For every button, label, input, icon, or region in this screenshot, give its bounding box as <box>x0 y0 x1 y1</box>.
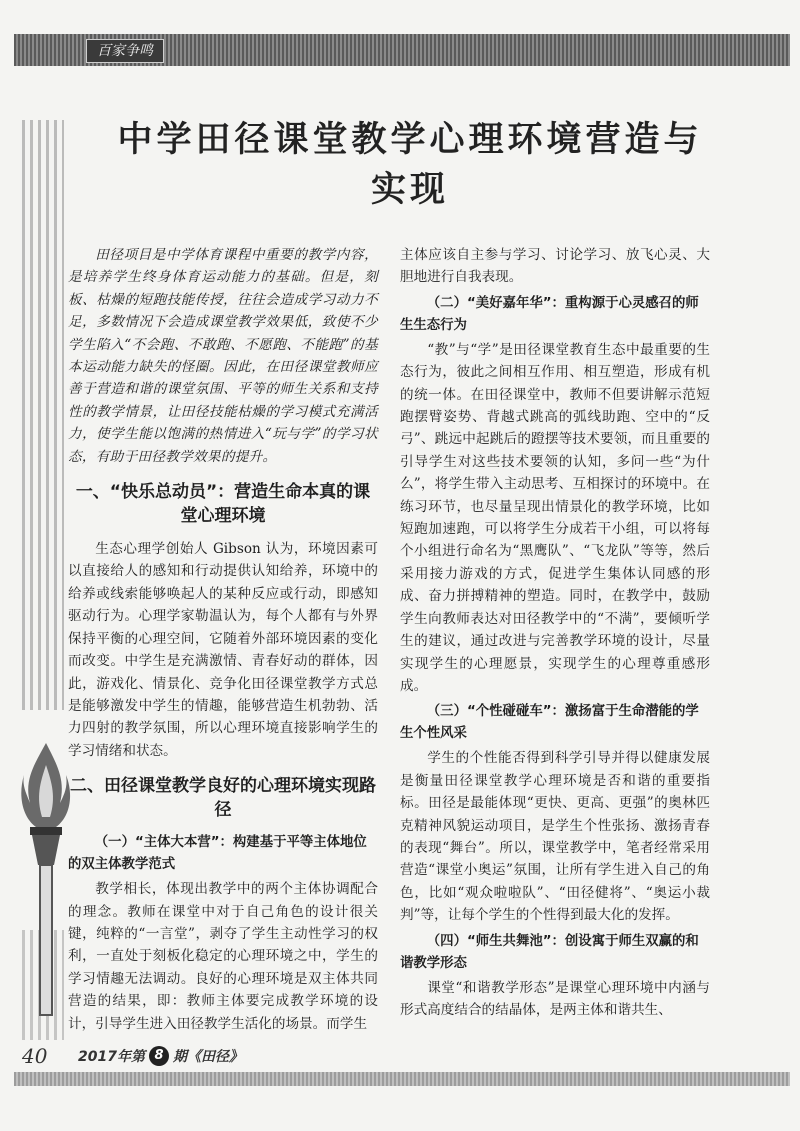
subsection-heading-1: （一）“主体大本营”：构建基于平等主体地位的双主体教学范式 <box>68 835 367 873</box>
subsection-heading-3: （三）“个性碰碰车”：激扬富于生命潜能的学生个性风采 <box>400 704 699 742</box>
right-column <box>400 244 710 1021</box>
issue-prefix: 2017年第 <box>78 1049 145 1065</box>
issue-suffix: 期《田径》 <box>172 1049 243 1065</box>
section-heading-1: 一、“快乐总动员”：营造生命本真的课堂心理环境 <box>75 482 371 527</box>
left-column <box>68 244 378 1035</box>
decorative-stripes <box>22 120 64 710</box>
torch-icon <box>16 735 76 1025</box>
continued-paragraph: 主体应该自主参与学习、讨论学习、放飞心灵、大胆地进行自我表现。 <box>400 247 710 286</box>
section-tag: 百家争鸣 <box>86 39 164 63</box>
abstract-text: 田径项目是中学体育课程中重要的教学内容，是培养学生终身体育运动能力的基础。但是，刻板、枯燥的短跑技能传授，往往会造成学习动力不足，多数情况下会造成课堂教学效果低，致使不少学生陷入“不会跑、不敢跑、不愿跑、不能跑”的基本运动能力缺失的怪圈。因此，在田径课堂教师应善于营造和谐的课堂氛围、平等的师生关系和支持性的教学情景，让田径技能枯燥的学习模式充满活力，使学生能以饱满的热情进入“玩与学”的学习状态，有助于田径教学效果的提升。 <box>68 247 378 465</box>
article-title: 中学田径课堂教学心理环境营造与实现 <box>117 120 703 210</box>
section-heading-2: 二、田径课堂教学良好的心理环境实现路径 <box>70 776 376 821</box>
subsection-1-paragraph: 教学相长，体现出教学中的两个主体协调配合的理念。教师在课堂中对于自己角色的设计很关键，纯粹的“一言堂”，剥夺了学生主动性学习的权利，一直处于刻板化稳定的心理环境之中，学生的学习情趣无法调动。良好的心理环境是双主体共同营造的结果，即：教师主体要完成教学环境的设计，引导学生进入田径教学生活化的场景。而学生 <box>68 881 378 1032</box>
subsection-heading-4: （四）“师生共舞池”：创设寓于师生双赢的和谐教学形态 <box>400 933 699 971</box>
section-1-paragraph: 生态心理学创始人 Gibson 认为，环境因素可以直接给人的感知和行动提供认知给养，环境中的给养或线索能够唤起人的某种反应或行动，即感知驱动行为。心理学家勒温认为，每个人都有与外界保持平衡的心理空间，它随着外部环境因素的变化而改变。中学生是充满激情、青春好动的群体，因此，游戏化、情景化、竞争化田径课堂教学方式总是能够激发中学生的情趣，能够营造生机勃勃、活力四射的教学氛围，所以心理环境直接影响学生的学习情绪和状态。 <box>68 541 378 759</box>
subsection-4-paragraph: 课堂“和谐教学形态”是课堂心理环境中内涵与形式高度结合的结晶体，是两主体和谐共生、 <box>400 979 710 1018</box>
footer-band <box>14 1072 790 1086</box>
subsection-3-paragraph: 学生的个性能否得到科学引导并得以健康发展是衡量田径课堂教学心理环境是否和谐的重要指标。田径是最能体现“更快、更高、更强”的奥林匹克精神风貌运动项目，是学生个性张扬、激扬青春的表现“舞台”。所以，课堂教学中，笔者经常采用营造“课堂小奥运”氛围，让所有学生进入自己的角色，比如“观众啦啦队”、“田径健将”、“奥运小裁判”等，让每个学生的个性得到最大化的发挥。 <box>400 750 710 924</box>
subsection-heading-2: （二）“美好嘉年华”：重构源于心灵感召的师生生态行为 <box>400 295 699 333</box>
subsection-2-paragraph: “教”与“学”是田径课堂教育生态中最重要的生态行为，彼此之间相互作用、相互塑造，形成有机的统一体。在田径课堂中，教师不但要讲解示范短跑摆臂姿势、背越式跳高的弧线助跑、空中的“反弓”、跳远中起跳后的蹬摆等技术要领，而且重要的引导学生对这些技术要领的认知，多问一些“为什么”，将学生带入主动思考、互相探讨的环境中。在练习环节，也尽量呈现出情景化的教学环境，比如短跑加速跑，可以将学生分成若干小组，可以将每个小组进行命名为“黑鹰队”、“飞龙队”等等，然后采用接力游戏的方式，促进学生集体认同感的形成、奋力拼搏精神的塑造。同时，在教学中，鼓励学生向教师表达对田径教学中的“不满”，要倾听学生的建议，通过改进与完善教学环境的设计，尽量实现学生的心理愿景，实现学生的心理尊重感形成。 <box>400 341 710 694</box>
issue-number: 8 <box>149 1046 169 1066</box>
article-abstract <box>68 244 378 468</box>
issue-info <box>78 1046 243 1066</box>
page-number: 40 <box>22 1044 48 1068</box>
